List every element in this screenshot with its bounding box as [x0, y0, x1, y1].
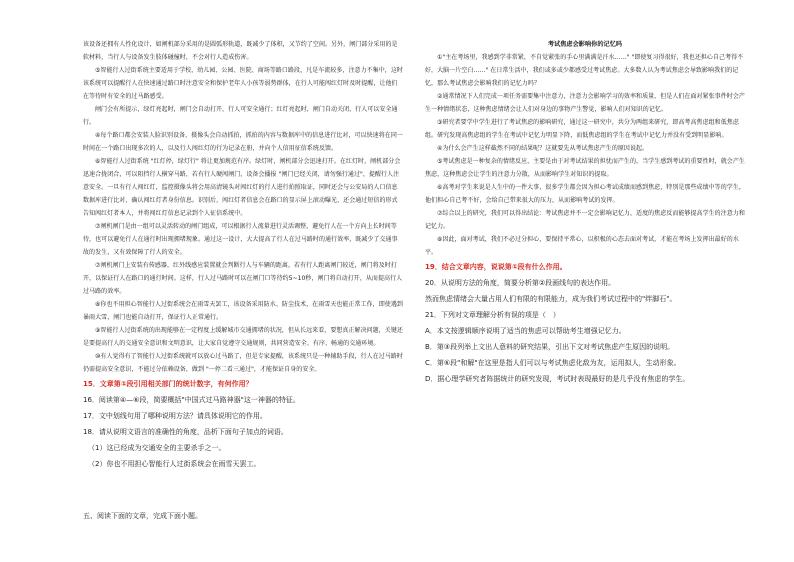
option-c: C．第⑥段"和解"在这里是指人们可以与考试焦虑化敌为友，运用拟人，生动形象。 — [425, 359, 681, 367]
right-paragraph-2: ③研究者要学中学生进行了考试焦虑的影响研究，通过这一研究中，共分为两组来研究，即高考高焦虑组和低焦虑组。研究发现高焦虑组的学生在考试中记忆力明显下降，而低焦虑组的学生在考试中记忆力并没有受到明显影响。 — [425, 119, 739, 139]
right-paragraph-7: ⑧因此，面对考试，我们不必过分担心，要保持平常心，以积极的心态去面对考试，才能在考场上发挥出最好的水平。 — [425, 236, 739, 256]
left-paragraph-3: ④每个路口都会安装人脸识别设备，摄像头会自动抓拍，抓拍的内容与数据库中的信息进行比对，可以快速将在同一时间在一个路口出现多次的人，以及行人闯红灯的行为记录在册，并向个人信用征信系统反馈。 — [83, 132, 403, 152]
question-18-part-2: （2）你也不用担心智能行人过街系统会在雨雪天罢工。 — [88, 460, 261, 468]
question-18-part-1: （1）这已经成为交通安全的主要杀手之一。 — [88, 444, 226, 452]
left-column — [83, 38, 403, 524]
answer-space — [83, 472, 403, 508]
question-15: 15．文章第①段引用相关部门的统计数字，有何作用？ — [83, 380, 253, 388]
right-paragraph-0: ①"主在考场里，我感到学非常紧，不自觉紧张的手心里满满是汗水……" "即使复习得很好，我也还担心自己考得不好，大脑一片空白……" 在日常生活中，我们或多或少都感受过考试焦虑。大多数人认为考试焦虑会导致影响我们的记忆，那么考试焦虑会影响我们的记忆力吗？ — [425, 54, 744, 87]
left-paragraph-9: ⑩有人觉得有了智能行人过街系统就可以放心过马路了，但是专家提醒，该系统只是一种辅助手段，行人在过马路时仍需提高安全意识，不能过分依赖设备，做到 "一停二看三通过"，才能保证自身的安全。 — [83, 353, 403, 373]
question-18: 18．请从说明文语言的准确性的角度，品析下面句子加点的词语。 — [83, 428, 288, 436]
right-paragraph-5: ⑥高考对学生来说是人生中的一件大事，很多学生都会因为担心考试成绩而感到焦虑，特别是那些成绩中等的学生，他们担心自己考不好，会给自己带来很大的压力，从而影响考试的发挥。 — [425, 184, 745, 204]
left-paragraph-5: ⑦闸机闸门是由一组可以灵活转动的闸门组成，可以根据行人流量进行灵活调整，避免行人在一个方向上长时间等待，也可以避免行人在通行时出现拥堵现象。通过这一设计，大大提高了行人在过马路时的通行效率，既减少了交通事故的发生，又有效保障了行人的安全。 — [83, 223, 398, 256]
question-17: 17．文中划线句用了哪种说明方法？请具体说明它的作用。 — [83, 412, 267, 420]
option-b: B．第③段列举上文出人意料的研究结果，引出下文对考试焦虑产生原因的说明。 — [425, 343, 675, 351]
question-20: 20．从说明方法的角度，简要分析第②段画线句的表达作用。 — [425, 279, 616, 287]
question-21: 21．下列对文章理解分析有误的项是（ ） — [425, 311, 560, 319]
left-paragraph-0: 该设备还拥有人性化设计，如闸机部分采用的是圆弧形轨道，既减少了体积，又节约了空间。另外，闸门部分采用的是软材料，当行人与设备发生肢体碰撞时，不会对行人造成伤害。 — [83, 41, 398, 61]
option-d: D．据心理学研究者阵据统计的研究发现，考试时表现最好的是几乎没有焦虑的学生。 — [425, 375, 690, 383]
left-paragraph-2: 闸门会有所提示，绿灯亮起时，闸门会自动打开，行人可安全通行；红灯亮起时，闸门自动关闭，行人可以安全通行。 — [83, 106, 398, 126]
right-paragraph-3: ④为什么会产生这样截然不同的结果呢？这就要先从考试焦虑产生的原因说起。 — [437, 145, 649, 152]
question-16: 16．阅读第④—⑥段，简要概括"中国式过马路神器"这一神器的特征。 — [83, 396, 300, 404]
left-paragraph-6: ⑦闸机闸门上安装有传感器，红外线感应装置就会判断行人与车辆的距离，若有行人距离闸门较近，闸门将及时打开，以保证行人在路口的通行时间。这样，行人过马路时可以在闸门口等待约5~10秒，闸门将自动打开，从而提高行人过马路的效率。 — [83, 262, 403, 295]
question-20-quote: 然而焦虑情绪会大量占用人们有限的有限能力，成为我们考试过程中的"绊脚石"。 — [425, 295, 677, 303]
left-paragraph-8: ⑨智能行人过街系统的出现能够在一定程度上缓解城市交通拥堵的状况，但从长远来看，要想真正解决问题，关键还是要提高行人的交通安全意识和文明意识，让大家自觉遵守交通规则，共同营造安全、有序、畅通的交通环境。 — [83, 327, 403, 347]
left-paragraph-4: ⑥智能行人过街系统 "红灯停，绿灯行" 将让更加规范有序。绿灯时，闸机部分会迅速打开。在红灯时，闸机部分会迅速合拢闭合，可以阻挡行人横穿马路，若有行人硬闯闸门，设备会播报 "闸门已经关闭，请勿强行通过"，提醒行人注意安全。一旦有行人闯红灯，监控摄像头将会用高清镜头对闯红灯的行人进行拍照取证，同时还会与公安局的人口信息数据库进行比对，确认闯红灯者身份信息。识别后，闯红灯者信息会在路口的显示屏上滚动曝光，还会通过短信的形式告知闯红灯者本人，并将闯红灯信息记录到个人征信系统中。 — [83, 158, 401, 217]
right-column — [425, 38, 745, 387]
article-title: 考试焦虑会影响你的记忆吗 — [547, 41, 623, 48]
left-paragraph-1: ⑤智能行人过街系统主要适用于学校、幼儿园、公园、医院、商场等路口路段，凡是车流较多，注意力不集中，这时该系统可以提醒行人在快速通过路口时注意安全和保护老年人小孩等弱势群体，在行人可能闯红灯时及时提醒，让他们在等待时有安全的过马路感受。 — [83, 67, 403, 100]
question-19: 19．结合文章内容，说说第①段有什么作用。 — [425, 263, 567, 271]
right-paragraph-1: ②通常情况下人们完成一项任务需要集中注意力，注意力会影响学习的效率和质量，但是人们在面对紧张事件时会产生一种情绪状态，这种焦虑情绪会让人们对身边的事物产生警觉，影响人们对知识的记忆。 — [425, 93, 745, 113]
option-a: A．本文按逻辑顺序说明了适当的焦虑可以帮助考生增强记忆力。 — [425, 327, 626, 335]
right-paragraph-6: ⑦综合以上的研究，我们可以得出结论：考试焦虑并不一定会影响记忆力，适度的焦虑反而能够提高学生的注意力和记忆力。 — [425, 210, 745, 230]
right-paragraph-4: ⑤考试焦虑是一种复杂的情绪反应，主要是由于对考试结果的担忧而产生的，当学生感到考试的重要性时，就会产生焦虑，这种焦虑会让学生的注意力分散，从而影响学生对知识的提取。 — [425, 158, 745, 178]
left-paragraph-7: ⑧你也不用担心智能行人过街系统会在雨雪天罢工，该设备采用防水、防尘技术，在雨雪天也能正常工作，即使遇到暴雨大雪，闸门也能自动打开，保证行人正常通行。 — [83, 301, 403, 321]
section-five-heading: 五、阅读下面的文章，完成下面小题。 — [83, 512, 202, 520]
